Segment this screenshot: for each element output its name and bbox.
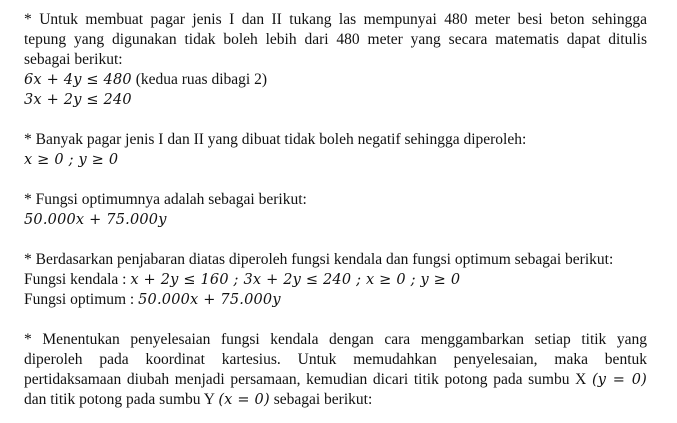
- paragraph-line: [24, 390, 647, 410]
- constraint-math: x + 2y ≤ 160 ; 3x + 2y ≤ 240 ; x ≥ 0 ; y ≥ 0: [130, 272, 461, 288]
- paragraph-line: * Untuk membuat pagar jenis I dan II tukang las mempunyai 480 meter besi beton sehingga: [24, 11, 647, 28]
- paragraph-line: * Banyak pagar jenis I dan II yang dibuat tidak boleh negatif sehingga diperoleh:: [24, 131, 527, 148]
- paragraph-line: * Menentukan penyelesaian fungsi kendala dengan cara menggambarkan setiap titik yang: [24, 331, 647, 348]
- section-material-constraint: [24, 0, 647, 110]
- section-objective: [24, 190, 647, 230]
- equation-note: (kedua ruas dibagi 2): [131, 71, 267, 88]
- document-page: [24, 0, 647, 410]
- paragraph-line: * Fungsi optimumnya adalah sebagai berikut:: [24, 191, 307, 208]
- optimum-label: Fungsi optimum :: [24, 291, 139, 308]
- paragraph-line: tepung yang digunakan tidak boleh lebih dari 480 meter yang secara matematis dapat ditulis: [24, 31, 647, 48]
- equation-line: [24, 210, 647, 230]
- paragraph-text: dan titik potong pada sumbu Y: [24, 391, 219, 408]
- paragraph-line: [24, 370, 647, 390]
- section-nonnegative: [24, 130, 647, 170]
- constraint-label: Fungsi kendala :: [24, 271, 131, 288]
- optimum-math: 50.000x + 75.000y: [138, 292, 281, 308]
- equation-line: [24, 90, 647, 110]
- inequality-math: x ≥ 0 ; y ≥ 0: [24, 152, 119, 168]
- axis-condition-math: (y = 0): [591, 372, 648, 388]
- paragraph-text: pertidaksamaan diubah menjadi persamaan, kemudian dicari titik potong pada sumbu X: [24, 371, 592, 388]
- inequality-math: 6x + 4y ≤ 480: [24, 72, 132, 88]
- section-solution-method: [24, 330, 647, 410]
- inequality-math: 3x + 2y ≤ 240: [24, 92, 132, 108]
- paragraph-line: * Berdasarkan penjabaran diatas diperoleh fungsi kendala dan fungsi optimum sebagai berikut:: [24, 251, 614, 268]
- axis-condition-math: (x = 0): [218, 392, 270, 408]
- paragraph-line: sebagai berikut:: [24, 51, 123, 68]
- section-summary: [24, 250, 647, 310]
- equation-line: [24, 70, 647, 90]
- optimum-line: [24, 290, 647, 310]
- equation-line: [24, 150, 647, 170]
- paragraph-text: sebagai berikut:: [269, 391, 373, 408]
- constraint-line: [24, 270, 647, 290]
- paragraph-line: diperoleh pada koordinat kartesius. Untuk memudahkan penyelesaian, maka bentuk: [24, 351, 647, 368]
- objective-math: 50.000x + 75.000y: [24, 212, 167, 228]
